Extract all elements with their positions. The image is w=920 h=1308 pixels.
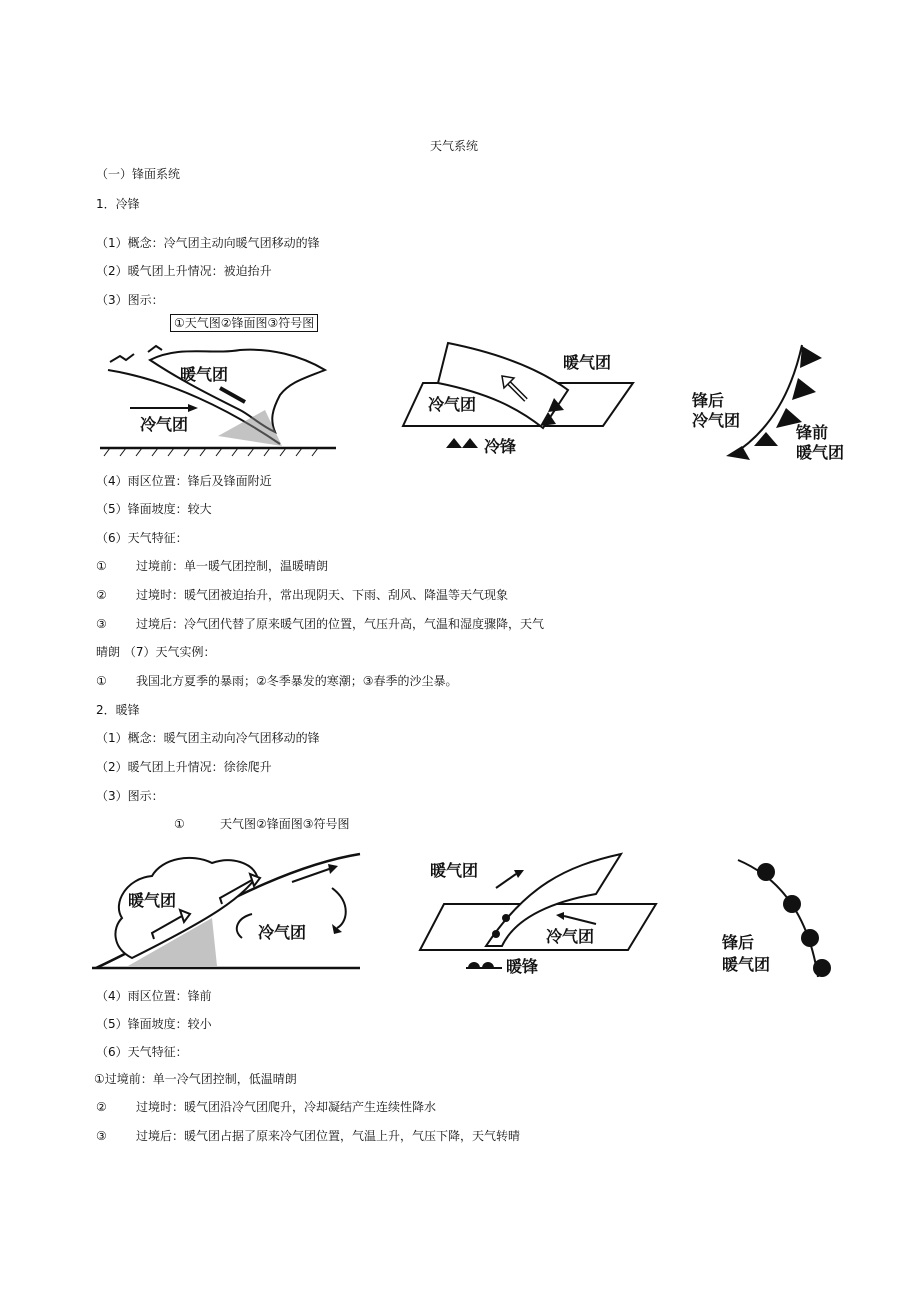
- cold-fig2-warm-label: 暖气团: [563, 353, 612, 372]
- cold-front-surface-diagram: [398, 338, 638, 458]
- warm-after-num: ③: [96, 1129, 107, 1143]
- warm-during: 过境时：暖气团沿冷气团爬升，冷却凝结产生连续性降水: [136, 1100, 437, 1114]
- warm-fig-caption-num: ①: [174, 817, 185, 831]
- cold-rise: （2）暖气团上升情况：被迫抬升: [96, 264, 272, 278]
- cold-features: （6）天气特征：: [96, 531, 188, 545]
- warm-fig-caption: 天气图②锋面图③符号图: [220, 817, 350, 831]
- cold-fig2-symbol-label: 冷锋: [484, 437, 517, 456]
- warm-fig2-warm-label: 暖气团: [430, 861, 479, 880]
- warm-symbol-diagram: [718, 852, 848, 982]
- cold-during-num: ②: [96, 588, 107, 602]
- cold-fig3-front2: 暖气团: [796, 443, 845, 462]
- warm-fig-label: （3）图示：: [96, 789, 164, 803]
- page-title: 天气系统: [430, 139, 479, 153]
- warm-features: （6）天气特征：: [96, 1045, 188, 1059]
- warm-during-num: ②: [96, 1100, 107, 1114]
- warm-fig2-cold-label: 冷气团: [546, 927, 595, 946]
- cold-examples-num: ①: [96, 674, 107, 688]
- warm-slope: （5）锋面坡度：较小: [96, 1017, 212, 1031]
- warm-fig3-behind1: 锋后: [722, 933, 755, 952]
- cold-fig-label: （3）图示：: [96, 293, 164, 307]
- warm-fig1-warm-label: 暖气团: [128, 891, 177, 910]
- cold-fig3-behind1: 锋后: [692, 391, 725, 410]
- cold-front-heading: 1．冷锋: [96, 197, 140, 211]
- cold-fig2-cold-label: 冷气团: [428, 395, 477, 414]
- warm-after: 过境后：暖气团占据了原来冷气团位置，气温上升，气压下降，天气转晴: [136, 1129, 521, 1143]
- cold-symbol-diagram: [692, 340, 852, 460]
- cold-rain: （4）雨区位置：锋后及锋面附近: [96, 474, 272, 488]
- cold-after-num: ③: [96, 617, 107, 631]
- warm-rain: （4）雨区位置：锋前: [96, 989, 212, 1003]
- cold-fig3-front1: 锋前: [796, 423, 829, 442]
- warm-front-heading: 2．暖锋: [96, 703, 140, 717]
- warm-before: ①过境前：单一冷气团控制，低温晴朗: [94, 1072, 297, 1086]
- cold-during: 过境时：暖气团被迫抬升，常出现阴天、下雨、刮风、降温等天气现象: [136, 588, 509, 602]
- warm-fig1-cold-label: 冷气团: [258, 923, 307, 942]
- cold-fig-caption: ①天气图②锋面图③符号图: [170, 314, 318, 332]
- cold-examples: 我国北方夏季的暴雨；②冬季暴发的寒潮；③春季的沙尘暴。: [136, 674, 458, 688]
- cold-fig1-cold-label: 冷气团: [140, 415, 189, 434]
- cold-slope: （5）锋面坡度：较大: [96, 502, 212, 516]
- cold-weather-diagram: [100, 340, 340, 460]
- warm-rise: （2）暖气团上升情况：徐徐爬升: [96, 760, 272, 774]
- cold-concept: （1）概念：冷气团主动向暖气团移动的锋: [96, 236, 320, 250]
- cold-fig1-warm-label: 暖气团: [180, 365, 229, 384]
- cold-after-cont: 晴朗 （7）天气实例：: [96, 645, 216, 659]
- cold-fig3-behind2: 冷气团: [692, 411, 741, 430]
- warm-fig3-behind2: 暖气团: [722, 955, 771, 974]
- warm-front-surface-diagram: [416, 846, 661, 976]
- section-heading: （一）锋面系统: [96, 167, 181, 181]
- cold-before: 过境前：单一暖气团控制，温暖晴朗: [136, 559, 329, 573]
- warm-weather-diagram: [92, 848, 364, 978]
- cold-after: 过境后：冷气团代替了原来暖气团的位置，气压升高，气温和湿度骤降，天气: [136, 617, 545, 631]
- warm-fig2-symbol-label: 暖锋: [506, 957, 539, 976]
- warm-concept: （1）概念：暖气团主动向冷气团移动的锋: [96, 731, 320, 745]
- cold-before-num: ①: [96, 559, 107, 573]
